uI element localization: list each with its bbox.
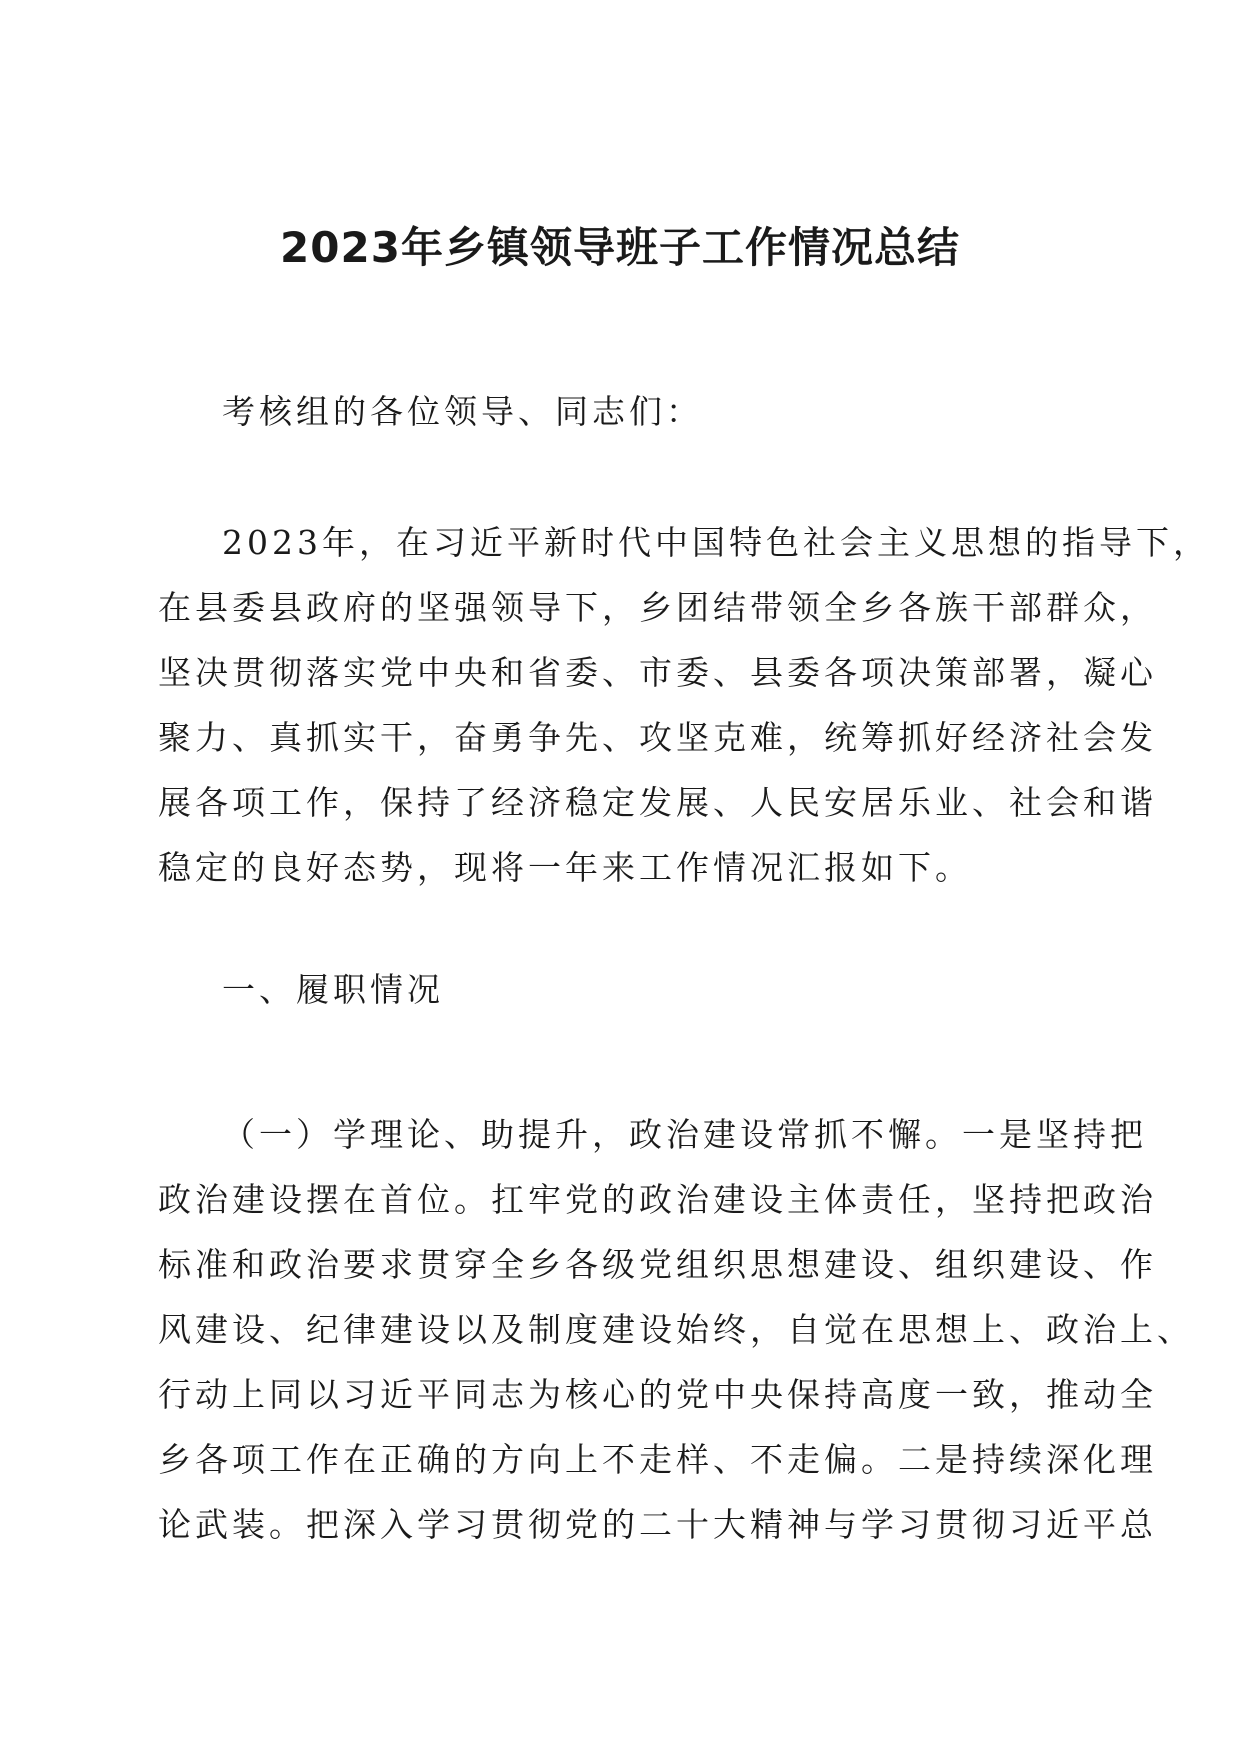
paragraph-line: 风建设、纪律建设以及制度建设始终，自觉在思想上、政治上、 xyxy=(158,1310,1194,1349)
paragraph-line: （一）学理论、助提升，政治建设常抓不懈。一是坚持把 xyxy=(222,1115,1147,1154)
paragraph-line: 在县委县政府的坚强领导下，乡团结带领全乡各族干部群众， xyxy=(158,588,1157,627)
paragraph-intro xyxy=(158,510,1210,900)
paragraph-section-1 xyxy=(158,1102,1194,1557)
paragraph-line: 聚力、真抓实干，奋勇争先、攻坚克难，统筹抓好经济社会发 xyxy=(158,718,1157,757)
paragraph-line: 行动上同以习近平同志为核心的党中央保持高度一致，推动全 xyxy=(158,1375,1157,1414)
paragraph-line: 稳定的良好态势，现将一年来工作情况汇报如下。 xyxy=(158,848,972,887)
paragraph-line: 2023年，在习近平新时代中国特色社会主义思想的指导下， xyxy=(222,523,1210,562)
paragraph-line: 论武装。把深入学习贯彻党的二十大精神与学习贯彻习近平总 xyxy=(158,1505,1157,1544)
paragraph-line: 乡各项工作在正确的方向上不走样、不走偏。二是持续深化理 xyxy=(158,1440,1157,1479)
paragraph-line: 标准和政治要求贯穿全乡各级党组织思想建设、组织建设、作 xyxy=(158,1245,1157,1284)
salutation: 考核组的各位领导、同志们： xyxy=(222,392,703,431)
section-heading: 一、履职情况 xyxy=(222,970,444,1009)
paragraph-line: 展各项工作，保持了经济稳定发展、人民安居乐业、社会和谐 xyxy=(158,783,1157,822)
paragraph-line: 政治建设摆在首位。扛牢党的政治建设主体责任，坚持把政治 xyxy=(158,1180,1157,1219)
document-title: 2023年乡镇领导班子工作情况总结 xyxy=(280,223,960,272)
paragraph-line: 坚决贯彻落实党中央和省委、市委、县委各项决策部署，凝心 xyxy=(158,653,1157,692)
